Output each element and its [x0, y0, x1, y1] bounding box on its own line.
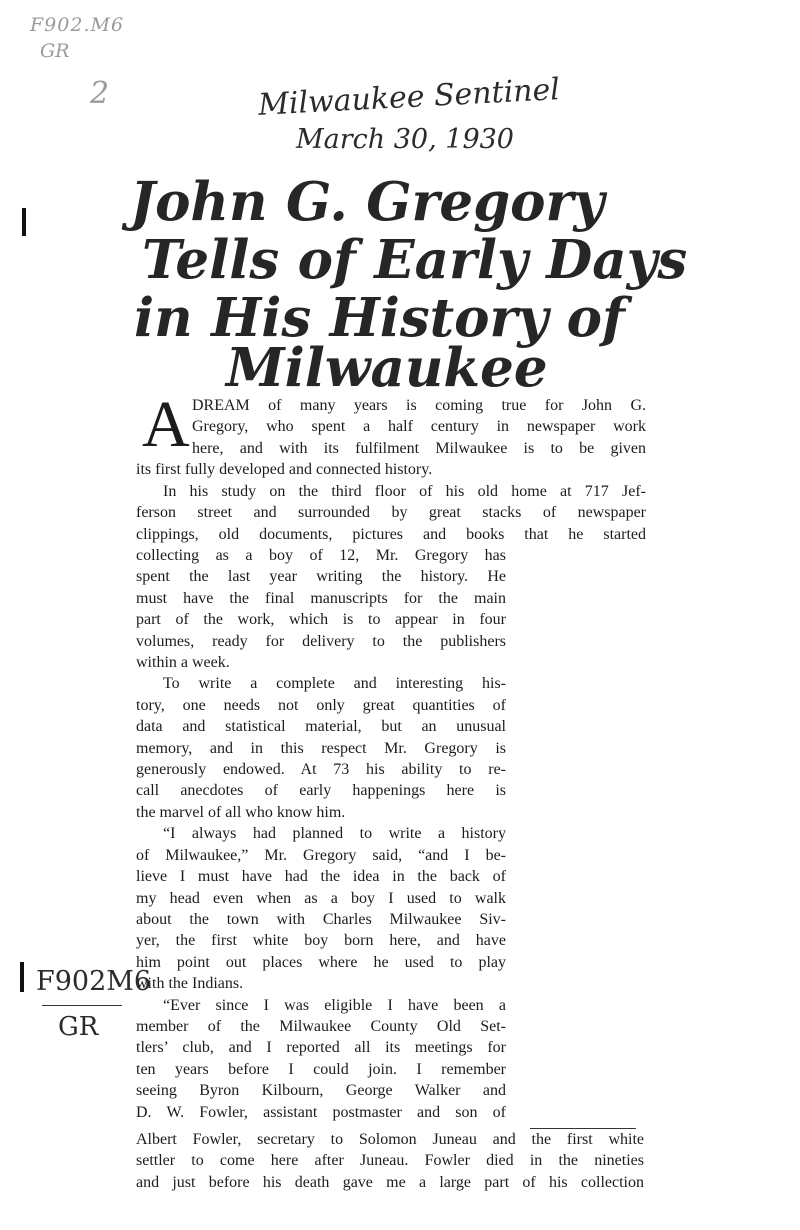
article-line: “I always had planned to write a history	[163, 825, 506, 843]
headline-line: Milwaukee	[226, 337, 548, 399]
article-line: its first fully developed and connected history.	[136, 461, 433, 478]
article-line: of Milwaukee,” Mr. Gregory said, “and I be-	[136, 846, 506, 864]
article-line: settler to come here after Juneau. Fowler died in the nineties	[136, 1152, 644, 1170]
article-line: here, and with its fulfilment Milwaukee is to be given	[192, 439, 646, 457]
article-paragraph	[136, 1129, 644, 1193]
article-line: member of the Milwaukee County Old Set-	[136, 1017, 506, 1035]
article-line: the marvel of all who know him.	[136, 803, 346, 821]
article-line: generously endowed. At 73 his ability to re-	[136, 761, 506, 779]
article-line: must have the final manuscripts for the main	[136, 589, 506, 607]
headline-line: in His History of	[134, 287, 625, 349]
article-line: data and statistical material, but an unusual	[136, 718, 506, 736]
headline-line: Tells of Early Days	[142, 229, 688, 291]
article-line: Gregory, who spent a half century in newspaper work	[192, 418, 646, 436]
margin-underline	[42, 1005, 122, 1006]
headline-line: John G. Gregory	[130, 171, 605, 233]
corner-catalog-code: F902.M6	[30, 14, 125, 36]
article-line: spent the last year writing the history. He	[136, 568, 506, 586]
article-line: Albert Fowler, secretary to Solomon Juneau and the first white	[136, 1131, 644, 1148]
article-line: him point out places where he used to play	[136, 953, 506, 971]
article-paragraph	[136, 459, 646, 480]
article-line: about the town with Charles Milwaukee Siv-	[136, 910, 506, 928]
margin-mark	[20, 962, 24, 992]
article-line: To write a complete and interesting his-	[163, 675, 506, 693]
article-line: tory, one needs not only great quantities of	[136, 696, 506, 714]
margin-catalog-sub: GR	[58, 1012, 99, 1042]
article-line: call anecdotes of early happenings here is	[136, 782, 506, 800]
article-line: seeing Byron Kilbourn, George Walker and	[136, 1082, 506, 1100]
drop-cap: A	[142, 388, 190, 461]
article-line: my head even when as a boy I used to walk	[136, 889, 506, 907]
page-number: 2	[90, 76, 110, 111]
article-line: ten years before I could join. I remember	[136, 1060, 506, 1078]
article-line: tlers’ club, and I reported all its meetings for	[136, 1039, 506, 1057]
margin-catalog-code: F902M6	[36, 966, 152, 997]
article-line: “Ever since I was eligible I have been a	[163, 996, 506, 1014]
article-line: collecting as a boy of 12, Mr. Gregory has	[136, 547, 506, 564]
article-line: clippings, old documents, pictures and books that he started	[136, 525, 646, 543]
article-column	[136, 545, 506, 1123]
article-line: ferson street and surrounded by great stacks of newspaper	[136, 504, 646, 522]
article-paragraph	[136, 481, 646, 545]
article-line: within a week.	[136, 654, 230, 672]
article-line: lieve I must have had the idea in the back of	[136, 868, 506, 886]
article-line: part of the work, which is to appear in four	[136, 611, 506, 629]
article-line: yer, the first white boy born here, and have	[136, 932, 506, 950]
article-line: In his study on the third floor of his old home at 717 Jef-	[163, 483, 646, 500]
publication-name: Milwaukee Sentinel	[257, 72, 561, 123]
article-line: D. W. Fowler, assistant postmaster and son of	[136, 1103, 506, 1121]
article-line: memory, and in this respect Mr. Gregory is	[136, 739, 506, 757]
article-line: volumes, ready for delivery to the publishers	[136, 632, 506, 650]
margin-mark	[22, 208, 26, 236]
article-paragraph	[192, 395, 646, 459]
article-line: with the Indians.	[136, 975, 244, 993]
article-line: DREAM of many years is coming true for John G.	[192, 397, 646, 414]
article-line: and just before his death gave me a large part of his collection	[136, 1173, 644, 1191]
publication-date: March 30, 1930	[296, 124, 514, 155]
corner-catalog-sub: GR	[40, 40, 70, 62]
